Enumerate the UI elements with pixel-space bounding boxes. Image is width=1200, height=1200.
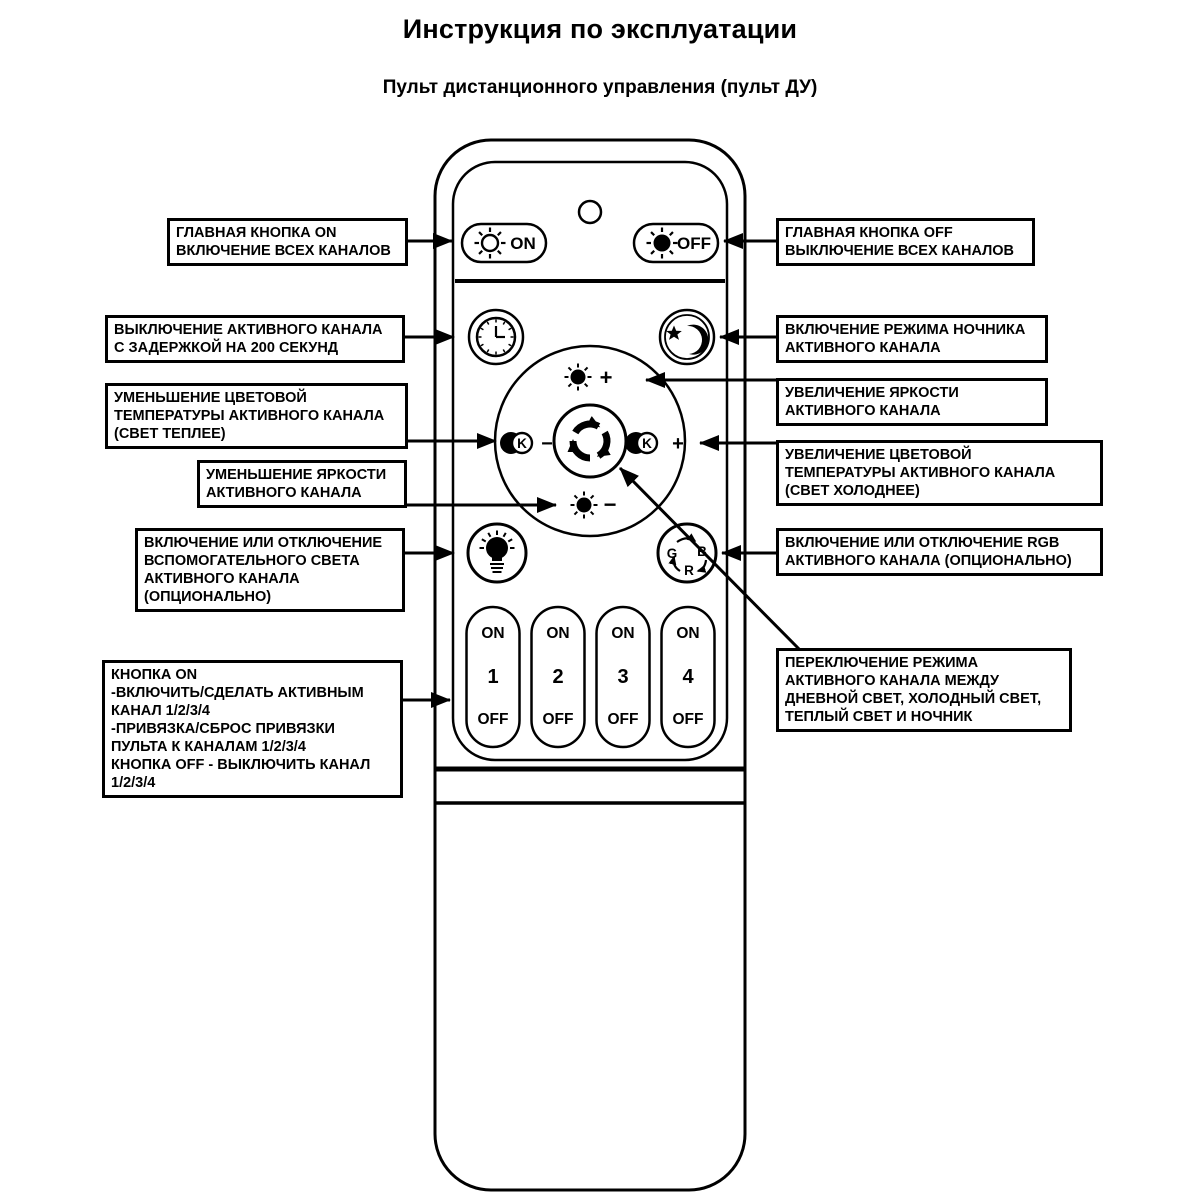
mode-cycle-button[interactable]: [554, 405, 626, 477]
callout-color-temp-up: УВЕЛИЧЕНИЕ ЦВЕТОВОЙ ТЕМПЕРАТУРЫ АКТИВНОГО КАНАЛА (СВЕТ ХОЛОДНЕЕ): [776, 440, 1103, 506]
minus-sign: −: [603, 492, 617, 517]
svg-text:B: B: [697, 544, 707, 559]
channel-button-4[interactable]: [662, 607, 715, 747]
svg-text:OFF: OFF: [672, 711, 704, 728]
channel-button-3[interactable]: [597, 607, 650, 747]
svg-text:OFF: OFF: [477, 711, 509, 728]
svg-text:4: 4: [682, 666, 694, 688]
callout-night-mode: ВКЛЮЧЕНИЕ РЕЖИМА НОЧНИКА АКТИВНОГО КАНАЛА: [776, 315, 1048, 363]
channel-button-1[interactable]: [467, 607, 520, 747]
main-on-button[interactable]: [462, 224, 546, 262]
minus-sign: −: [541, 433, 553, 455]
callout-color-temp-down: УМЕНЬШЕНИЕ ЦВЕТОВОЙ ТЕМПЕРАТУРЫ АКТИВНОГО КАНАЛА (СВЕТ ТЕПЛЕЕ): [105, 383, 408, 449]
k-letter: K: [642, 436, 652, 451]
ir-led: [579, 201, 601, 223]
page-subtitle: Пульт дистанционного управления (пульт ДУ): [382, 77, 818, 98]
svg-text:OFF: OFF: [607, 711, 639, 728]
svg-text:3: 3: [617, 666, 629, 688]
svg-text:ON: ON: [611, 625, 635, 642]
svg-text:OFF: OFF: [542, 711, 574, 728]
plus-sign: +: [599, 365, 613, 390]
callout-main-off: ГЛАВНАЯ КНОПКА OFF ВЫКЛЮЧЕНИЕ ВСЕХ КАНАЛОВ: [776, 218, 1035, 266]
callout-mode-cycle: ПЕРЕКЛЮЧЕНИЕ РЕЖИМА АКТИВНОГО КАНАЛА МЕЖДУ ДНЕВНОЙ СВЕТ, ХОЛОДНЫЙ СВЕТ, ТЕПЛЫЙ СВЕТ И НОЧНИК: [776, 648, 1072, 732]
svg-text:1: 1: [487, 666, 499, 688]
main-on-label: ON: [510, 234, 536, 253]
rgb-toggle-button[interactable]: [658, 524, 716, 582]
callout-brightness-up: УВЕЛИЧЕНИЕ ЯРКОСТИ АКТИВНОГО КАНАЛА: [776, 378, 1048, 426]
clock-icon: [477, 318, 515, 356]
k-disc-icon: [500, 432, 532, 454]
callout-aux-light: ВКЛЮЧЕНИЕ ИЛИ ОТКЛЮЧЕНИЕ ВСПОМОГАТЕЛЬНОГО СВЕТА АКТИВНОГО КАНАЛА (ОПЦИОНАЛЬНО): [135, 528, 405, 612]
main-off-button[interactable]: [634, 224, 718, 262]
callout-channel-buttons: КНОПКА ON -ВКЛЮЧИТЬ/СДЕЛАТЬ АКТИВНЫМ КАНАЛ 1/2/3/4 -ПРИВЯЗКА/СБРОС ПРИВЯЗКИ ПУЛЬТА К КАНАЛАМ 1/2/3/4 КНОПКА OFF - ВЫКЛЮЧИТЬ КАНАЛ 1/2/3/4: [102, 660, 403, 798]
plus-sign: +: [672, 433, 684, 455]
aux-light-button[interactable]: [468, 524, 526, 582]
svg-text:2: 2: [552, 666, 564, 688]
callout-brightness-down: УМЕНЬШЕНИЕ ЯРКОСТИ АКТИВНОГО КАНАЛА: [197, 460, 407, 508]
page-title: Инструкция по эксплуатации: [402, 14, 798, 44]
channel-button-2[interactable]: [532, 607, 585, 747]
svg-text:G: G: [666, 546, 678, 561]
central-pad: [495, 346, 685, 536]
svg-text:ON: ON: [481, 625, 505, 642]
delay-off-button[interactable]: [469, 310, 523, 364]
callout-rgb: ВКЛЮЧЕНИЕ ИЛИ ОТКЛЮЧЕНИЕ RGB АКТИВНОГО КАНАЛА (ОПЦИОНАЛЬНО): [776, 528, 1103, 576]
svg-text:ON: ON: [546, 625, 570, 642]
svg-text:ON: ON: [676, 625, 700, 642]
callout-main-on: ГЛАВНАЯ КНОПКА ON ВКЛЮЧЕНИЕ ВСЕХ КАНАЛОВ: [167, 218, 408, 266]
k-letter: K: [517, 436, 527, 451]
color-temp-down-button[interactable]: [500, 432, 553, 455]
callout-delay-off: ВЫКЛЮЧЕНИЕ АКТИВНОГО КАНАЛА С ЗАДЕРЖКОЙ НА 200 СЕКУНД: [105, 315, 405, 363]
k-disc-icon: [625, 432, 657, 454]
night-mode-button[interactable]: [660, 310, 714, 364]
svg-text:R: R: [684, 563, 694, 578]
main-off-label: OFF: [677, 234, 711, 253]
